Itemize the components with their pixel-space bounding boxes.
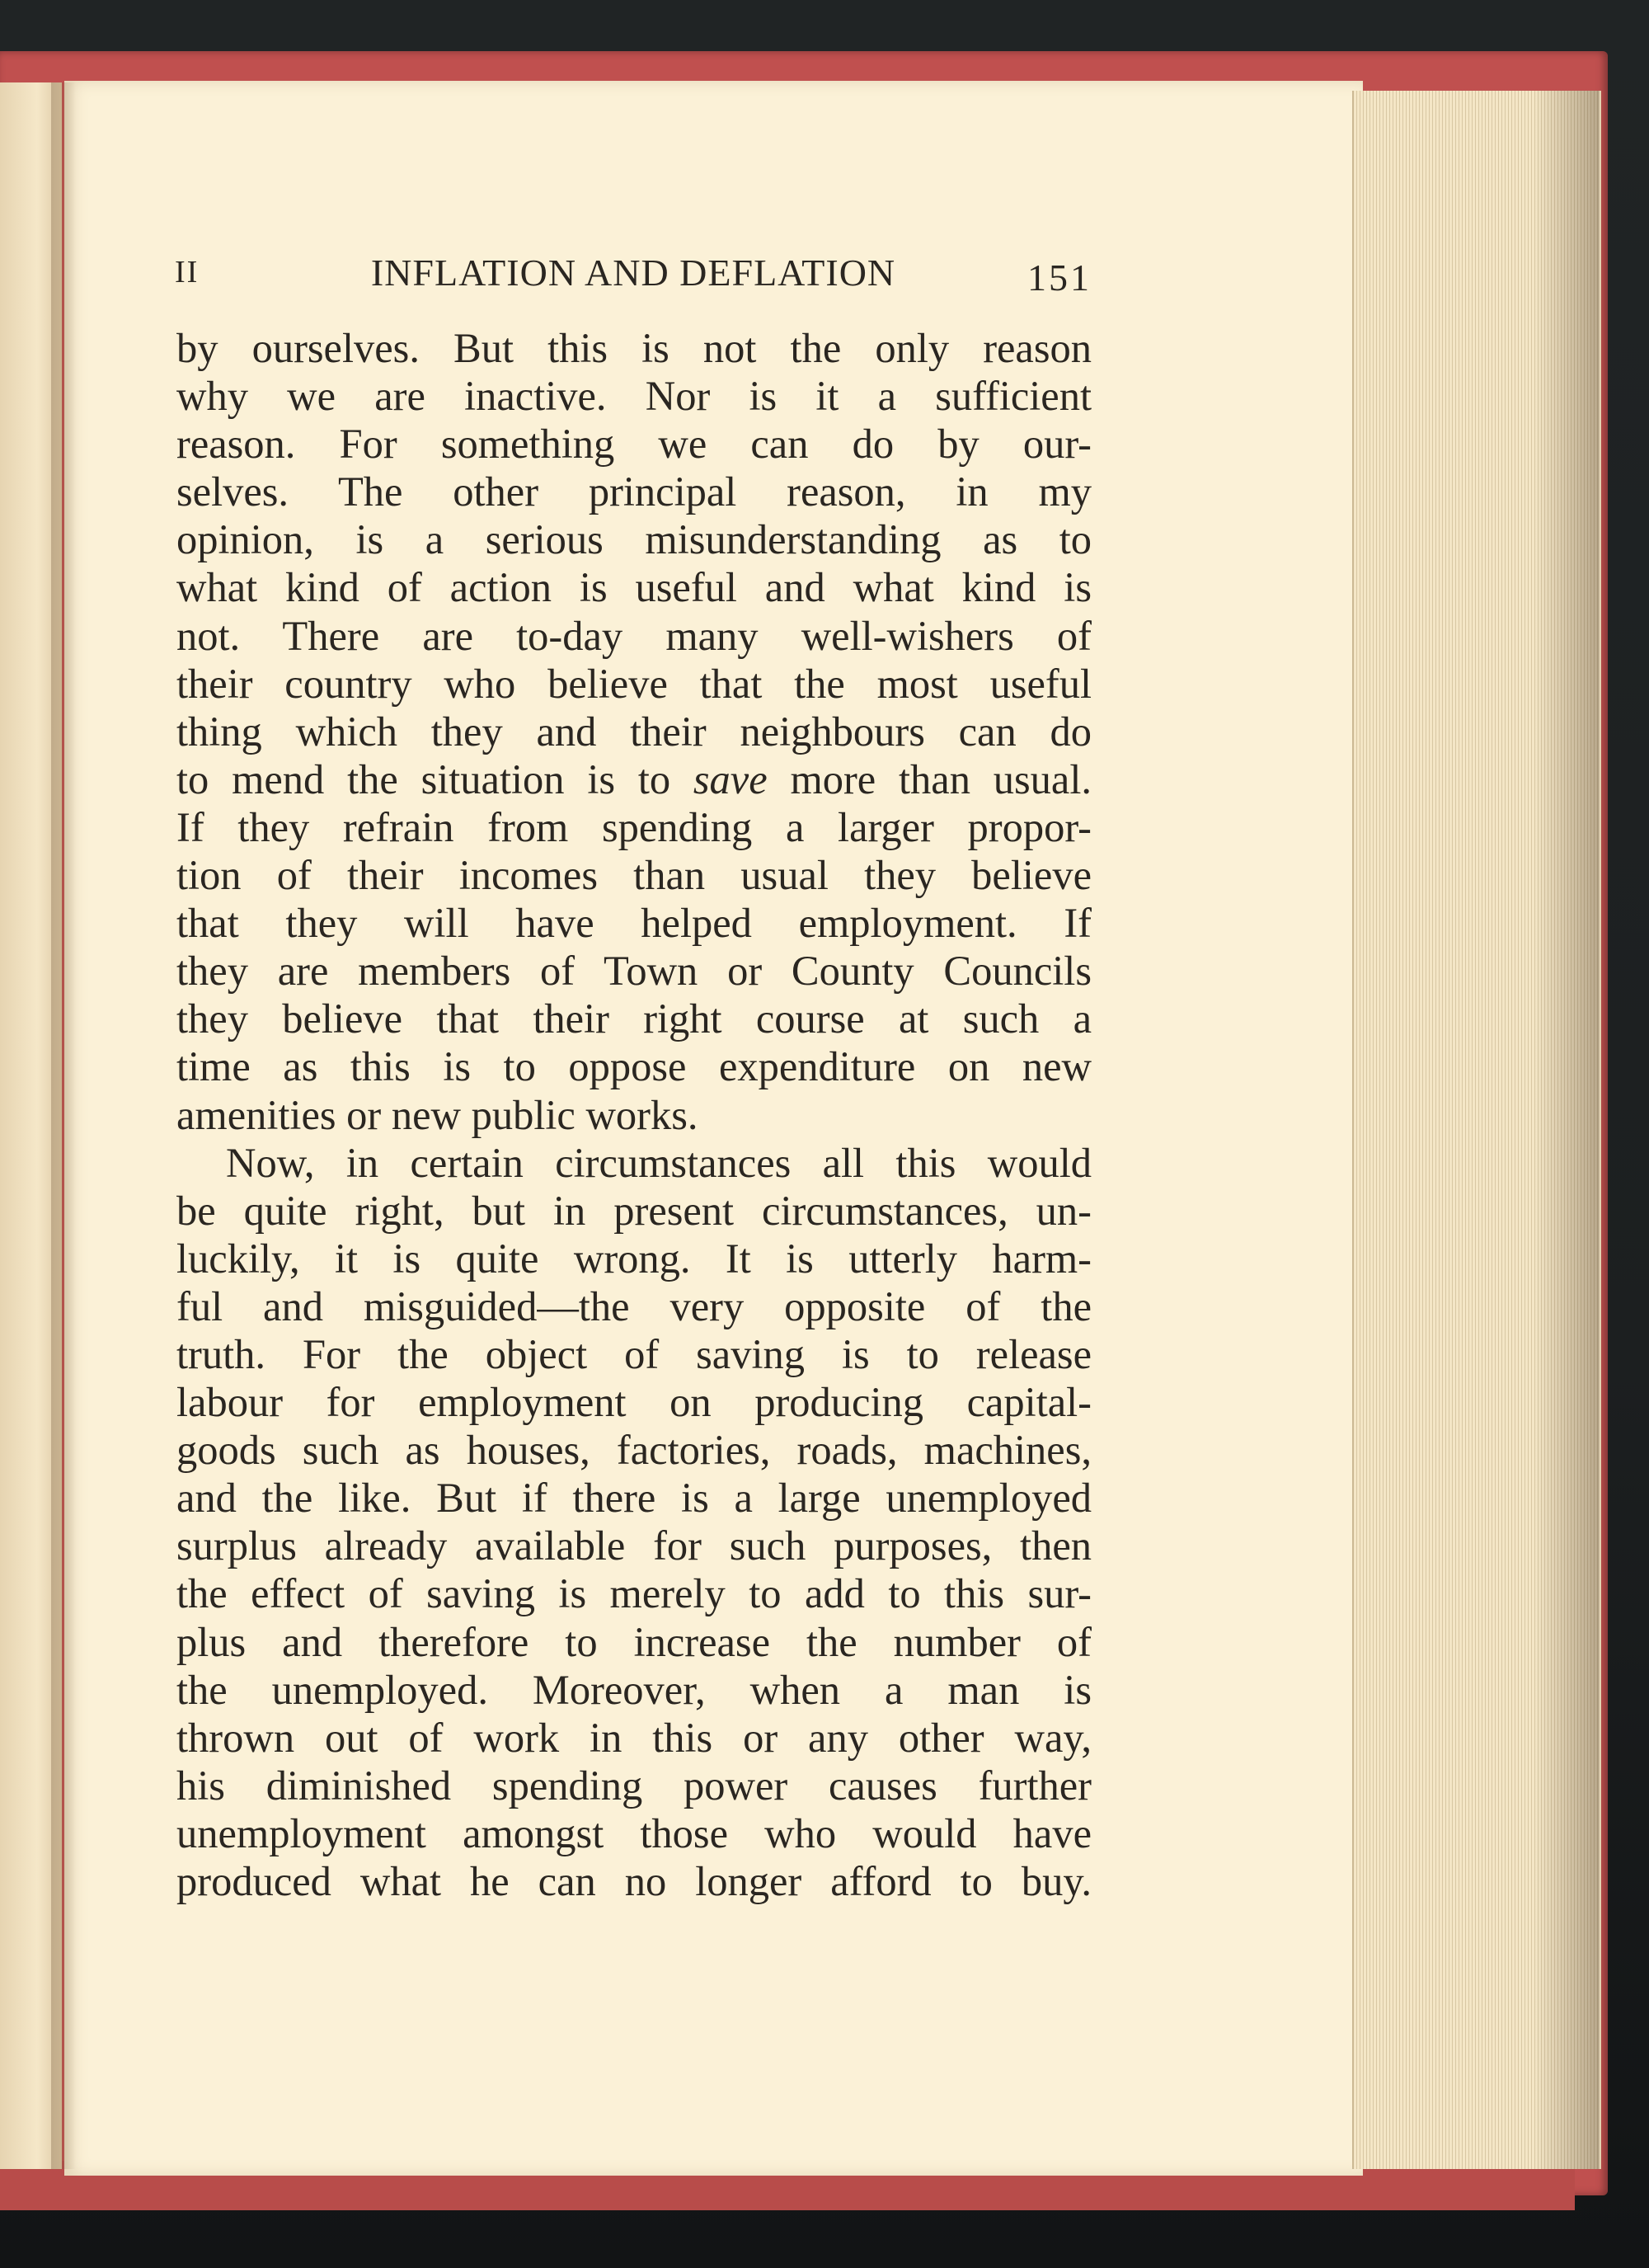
text-line: his diminished spending power causes further [176, 1762, 1092, 1809]
text-line: opinion, is a serious misunderstanding as to [176, 516, 1092, 563]
text-line: why we are inactive. Nor is it a sufficient [176, 373, 1092, 420]
text-line: they believe that their right course at such a [176, 995, 1092, 1042]
text-line: If they refrain from spending a larger propor- [176, 803, 1092, 850]
text-line: surplus already available for such purposes, then [176, 1522, 1092, 1569]
text-line: luckily, it is quite wrong. It is utterly harm- [176, 1235, 1092, 1282]
text-line: tion of their incomes than usual they believe [176, 852, 1092, 899]
text-fragment: more than usual. [767, 755, 1092, 802]
text-line: selves. The other principal reason, in my [176, 468, 1092, 515]
text-line: labour for employment on producing capital- [176, 1379, 1092, 1426]
text-line: by ourselves. But this is not the only reason [176, 325, 1092, 371]
text-line-indented: Now, in certain circumstances all this would [226, 1139, 1092, 1186]
text-line: produced what he can no longer afford to buy. [176, 1858, 1092, 1904]
text-line: thrown out of work in this or any other way, [176, 1714, 1092, 1761]
text-line: plus and therefore to increase the number of [176, 1618, 1092, 1665]
page-stack-shadow [1534, 91, 1600, 2169]
text-line: not. There are to-day many well-wishers of [176, 612, 1092, 659]
text-line: amenities or new public works. [176, 1091, 698, 1138]
text-line: the effect of saving is merely to add to this sur- [176, 1570, 1092, 1617]
body-text [176, 324, 1092, 1905]
text-line: that they will have helped employment. If [176, 900, 1092, 947]
text-line: reason. For something we can do by our- [176, 421, 1092, 468]
text-line: goods such as houses, factories, roads, machines, [176, 1427, 1092, 1474]
page-number: 151 [1027, 256, 1092, 299]
text-line: unemployment amongst those who would have [176, 1809, 1092, 1856]
text-line-with-emphasis [176, 755, 1092, 803]
text-fragment: to mend the situation is to [176, 755, 693, 802]
emphasized-word: save [693, 755, 768, 802]
text-line: truth. For the object of saving is to release [176, 1330, 1092, 1377]
text-line: they are members of Town or County Councils [176, 948, 1092, 995]
running-header [175, 247, 1092, 305]
text-line: what kind of action is useful and what kind is [176, 564, 1092, 611]
chapter-number: II [175, 255, 200, 289]
page-gutter [51, 82, 76, 2169]
text-line: their country who believe that the most useful [176, 660, 1092, 707]
text-line: thing which they and their neighbours can do [176, 708, 1092, 755]
text-line: ful and misguided—the very opposite of the [176, 1282, 1092, 1329]
text-line: the unemployed. Moreover, when a man is [176, 1666, 1092, 1713]
text-line: time as this is to oppose expenditure on new [176, 1043, 1092, 1090]
text-line: be quite right, but in present circumstances, un- [176, 1187, 1092, 1234]
text-line: and the like. But if there is a large unemployed [176, 1475, 1092, 1522]
running-title: INFLATION AND DEFLATION [370, 252, 896, 294]
